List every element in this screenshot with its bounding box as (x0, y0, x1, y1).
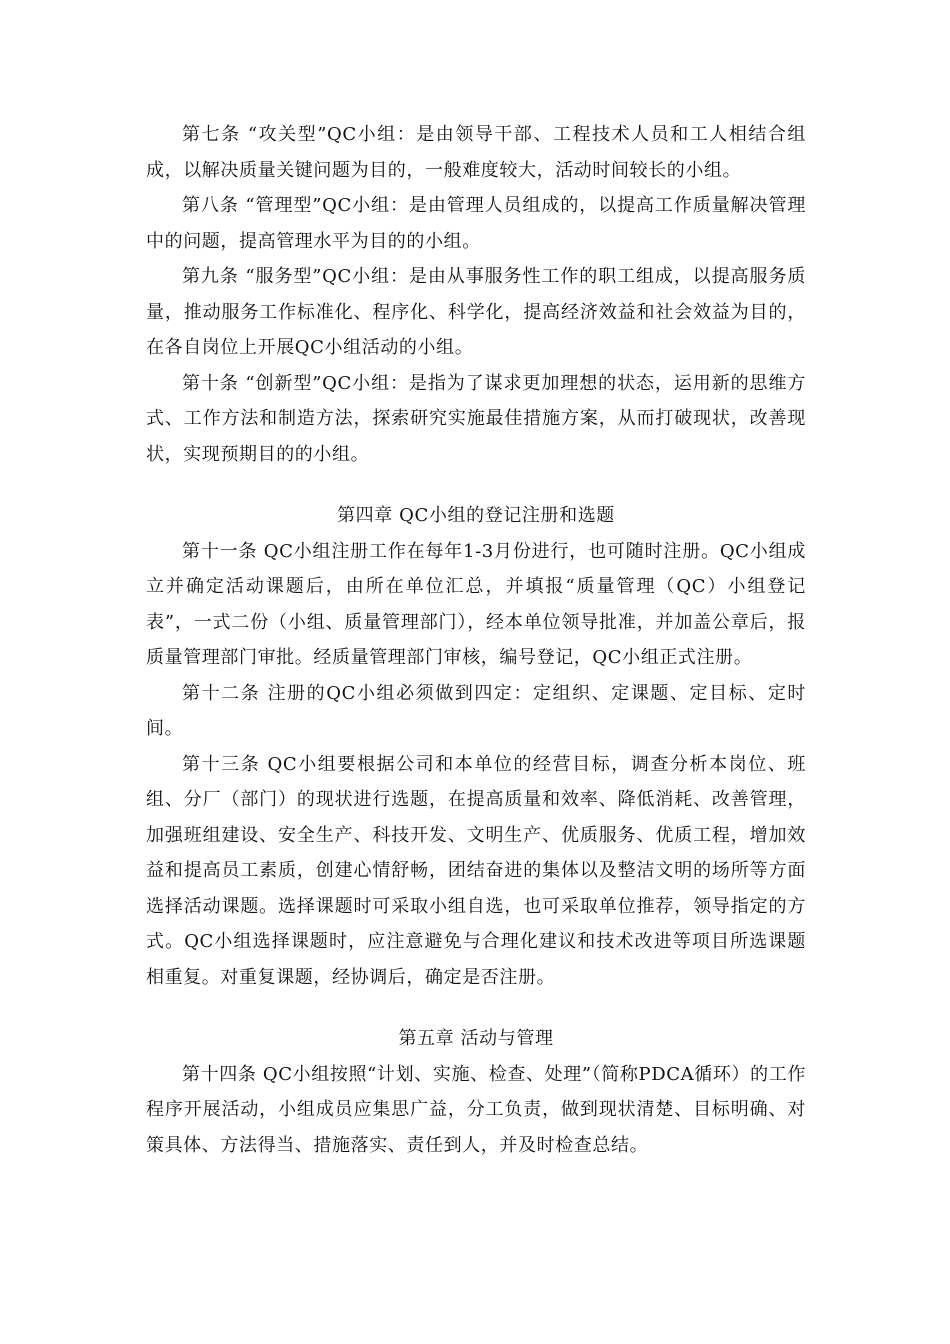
article-11: 第十一条 QC小组注册工作在每年1-3月份进行，也可随时注册。QC小组成立并确定活动课题后，由所在单位汇总，并填报“质量管理（QC）小组登记表”，一式二份（小组、质量管理部门），经本单位领导批准，并加盖公章后，报质量管理部门审批。经质量管理部门审核，编号登记，QC小组正式注册。 (146, 540, 806, 668)
section-spacer (146, 472, 806, 498)
chapter-5-heading: 第五章 活动与管理 (398, 1028, 554, 1049)
article-7: 第七条 “攻关型”QC小组：是由领导干部、工程技术人员和工人相结合组成，以解决质量关键问题为目的，一般难度较大，活动时间较长的小组。 (146, 124, 806, 181)
article-14: 第十四条 QC小组按照“计划、实施、检查、处理”（简称PDCA循环）的工作程序开展活动，小组成员应集思广益，分工负责，做到现状清楚、目标明确、对策具体、方法得当、措施落实、责任到人，并及时检查总结。 (146, 1063, 806, 1156)
article-10: 第十条 “创新型”QC小组：是指为了谋求更加理想的状态，运用新的思维方式、工作方法和制造方法，探索研究实施最佳措施方案，从而打破现状，改善现状，实现预期目的的小组。 (146, 372, 806, 465)
section-spacer (146, 995, 806, 1021)
article-12: 第十二条 注册的QC小组必须做到四定：定组织、定课题、定目标、定时间。 (146, 682, 806, 739)
article-9: 第九条 “服务型”QC小组：是由从事服务性工作的职工组成，以提高服务质量，推动服务工作标准化、程序化、科学化，提高经济效益和社会效益为目的，在各自岗位上开展QC小组活动的小组。 (146, 266, 806, 358)
article-13: 第十三条 QC小组要根据公司和本单位的经营目标，调查分析本岗位、班组、分厂（部门）的现状进行选题，在提高质量和效率、降低消耗、改善管理，加强班组建设、安全生产、科技开发、文明生产、优质服务、优质工程，增加效益和提高员工素质，创建心情舒畅，团结奋进的集体以及整洁文明的场所等方面选择活动课题。选择课题时可采取小组自选，也可采取单位推荐，领导指定的方式。QC小组选择课题时，应注意避免与合理化建议和技术改进等项目所选课题相重复。对重复课题，经协调后，确定是否注册。 (146, 753, 806, 988)
chapter-4-heading: 第四章 QC小组的登记注册和选题 (337, 505, 615, 526)
document-body (146, 117, 806, 1163)
article-8: 第八条 “管理型”QC小组：是由管理人员组成的，以提高工作质量解决管理中的问题，提高管理水平为目的的小组。 (146, 195, 806, 252)
